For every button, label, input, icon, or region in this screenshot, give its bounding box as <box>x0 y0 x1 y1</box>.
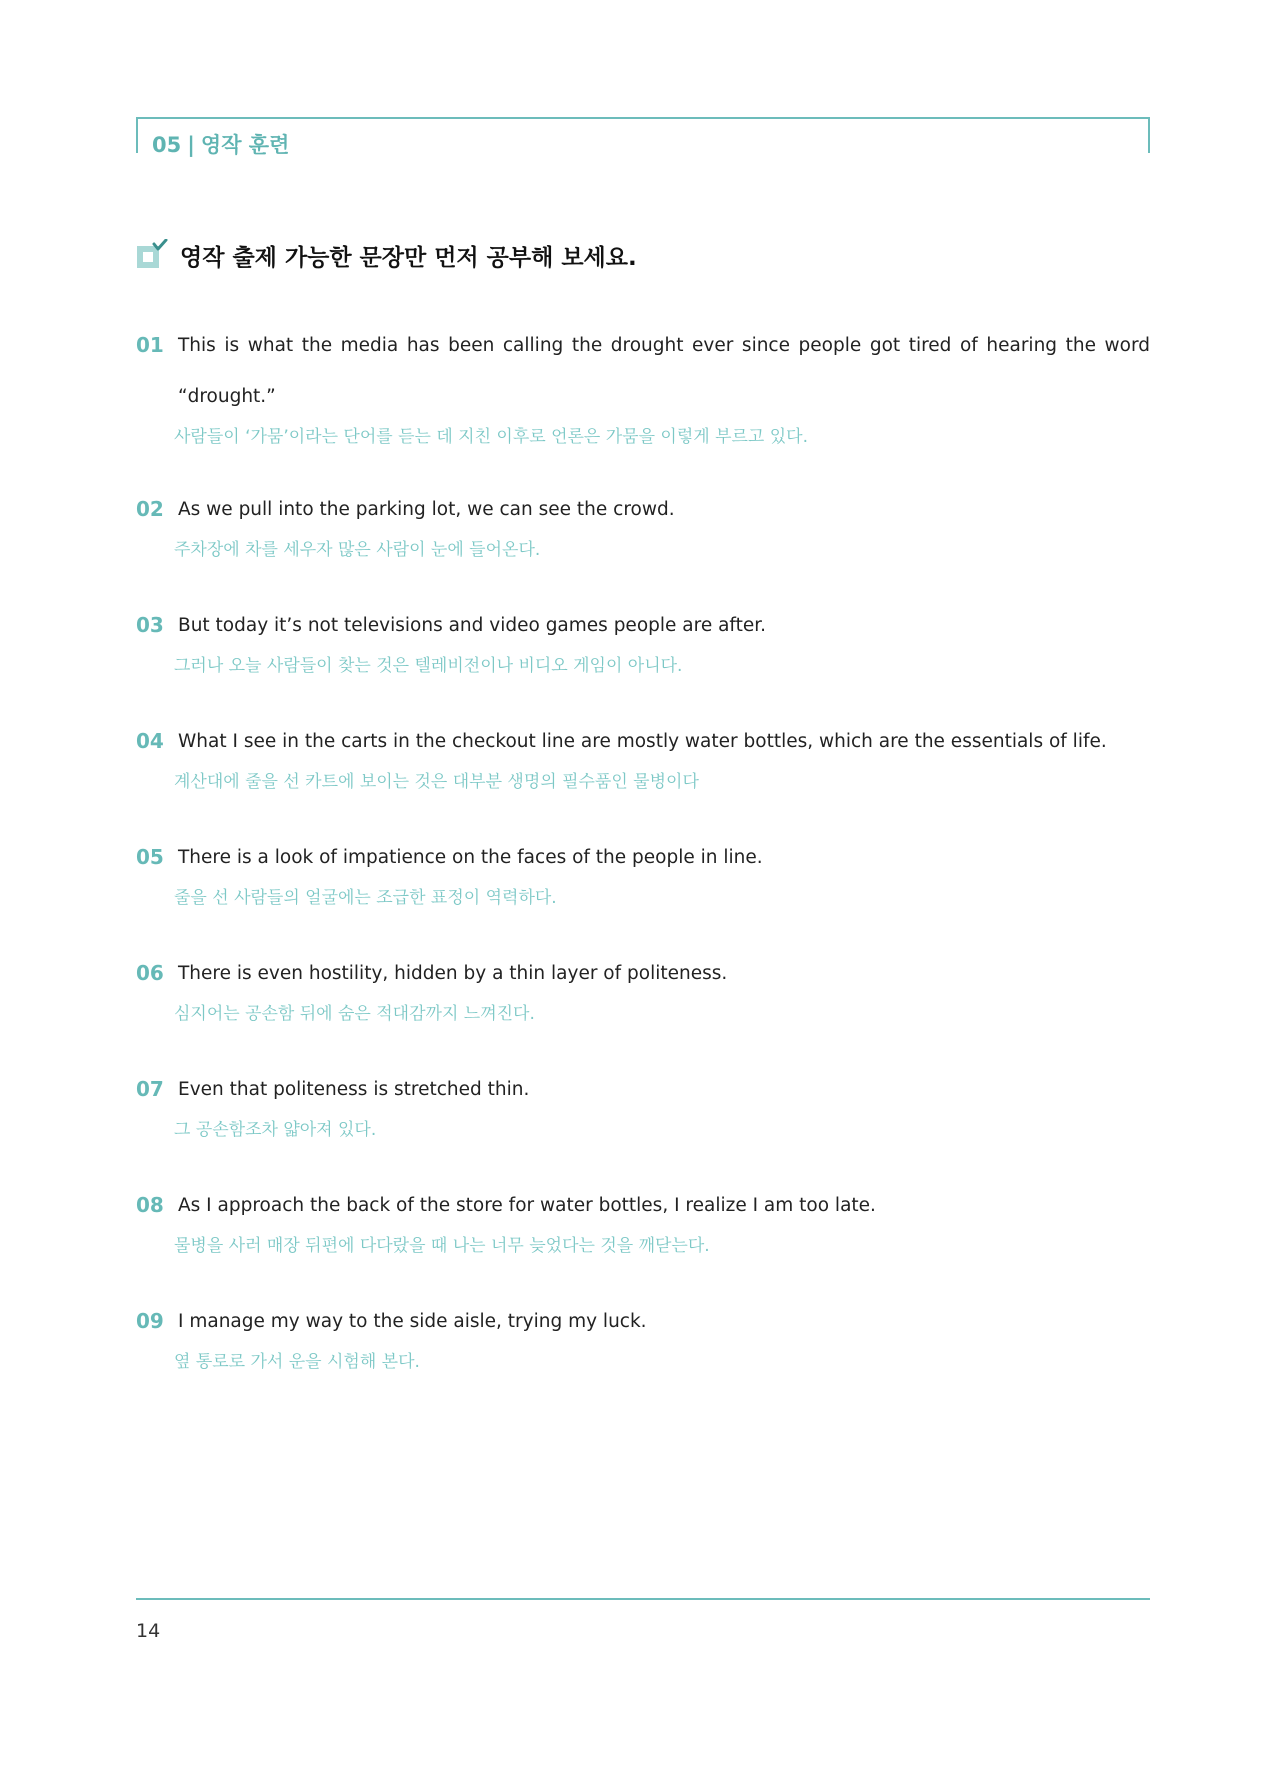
instruction <box>136 238 637 272</box>
item-korean: 그러나 오늘 사람들이 찾는 것은 텔레비전이나 비디오 게임이 아니다. <box>174 656 683 676</box>
list-item <box>136 845 1150 908</box>
item-english: As I approach the back of the store for water bottles, I realize I am too late. <box>178 1195 876 1216</box>
section-title <box>152 129 289 159</box>
section-number: 05 <box>152 133 182 157</box>
item-number: 01 <box>136 333 164 357</box>
item-english: What I see in the carts in the checkout line are mostly water bottles, which are the essentials of life. <box>178 731 1107 752</box>
footer-divider <box>136 1598 1150 1600</box>
item-korean: 계산대에 줄을 선 카트에 보이는 것은 대부분 생명의 필수품인 물병이다 <box>174 772 699 792</box>
item-korean: 사람들이 ‘가뭄’이라는 단어를 듣는 데 지친 이후로 언론은 가뭄을 이렇게 부르고 있다. <box>174 427 809 447</box>
item-korean: 옆 통로로 가서 운을 시험해 본다. <box>174 1352 420 1372</box>
section-title-text: 영작 훈련 <box>200 133 290 157</box>
list-item <box>136 1193 1150 1256</box>
instruction-text: 영작 출제 가능한 문장만 먼저 공부해 보세요. <box>180 244 637 271</box>
list-item <box>136 729 1150 792</box>
item-korean: 물병을 사러 매장 뒤편에 다다랐을 때 나는 너무 늦었다는 것을 깨닫는다. <box>174 1236 710 1256</box>
item-number: 09 <box>136 1309 164 1333</box>
item-number: 05 <box>136 845 164 869</box>
item-korean: 그 공손함조차 얇아져 있다. <box>174 1120 377 1140</box>
list-item <box>136 1077 1150 1140</box>
item-number: 03 <box>136 613 164 637</box>
item-english: I manage my way to the side aisle, trying my luck. <box>178 1311 647 1332</box>
item-korean: 심지어는 공손함 뒤에 숨은 적대감까지 느껴진다. <box>174 1004 535 1024</box>
page-number: 14 <box>136 1620 161 1642</box>
item-number: 06 <box>136 961 164 985</box>
list-item <box>136 961 1150 1024</box>
item-english: There is even hostility, hidden by a thin layer of politeness. <box>178 963 728 984</box>
list-item <box>136 613 1150 676</box>
section-header <box>136 117 1150 157</box>
item-number: 04 <box>136 729 164 753</box>
item-korean: 주차장에 차를 세우자 많은 사람이 눈에 들어온다. <box>174 540 541 560</box>
list-item <box>136 497 1150 560</box>
item-number: 08 <box>136 1193 164 1217</box>
item-english: Even that politeness is stretched thin. <box>178 1079 530 1100</box>
item-english: This is what the media has been calling the drought ever since people got tired of hearing the word “drought.” <box>178 335 1150 407</box>
item-number: 02 <box>136 497 164 521</box>
section-separator: | <box>187 133 195 157</box>
list-item <box>136 333 1150 447</box>
item-english: There is a look of impatience on the faces of the people in line. <box>178 847 763 868</box>
checkbox-icon <box>136 239 168 271</box>
item-english: But today it’s not televisions and video games people are after. <box>178 615 767 636</box>
item-korean: 줄을 선 사람들의 얼굴에는 조급한 표정이 역력하다. <box>174 888 557 908</box>
list-item <box>136 1309 1150 1372</box>
item-number: 07 <box>136 1077 164 1101</box>
item-english: As we pull into the parking lot, we can see the crowd. <box>178 499 675 520</box>
